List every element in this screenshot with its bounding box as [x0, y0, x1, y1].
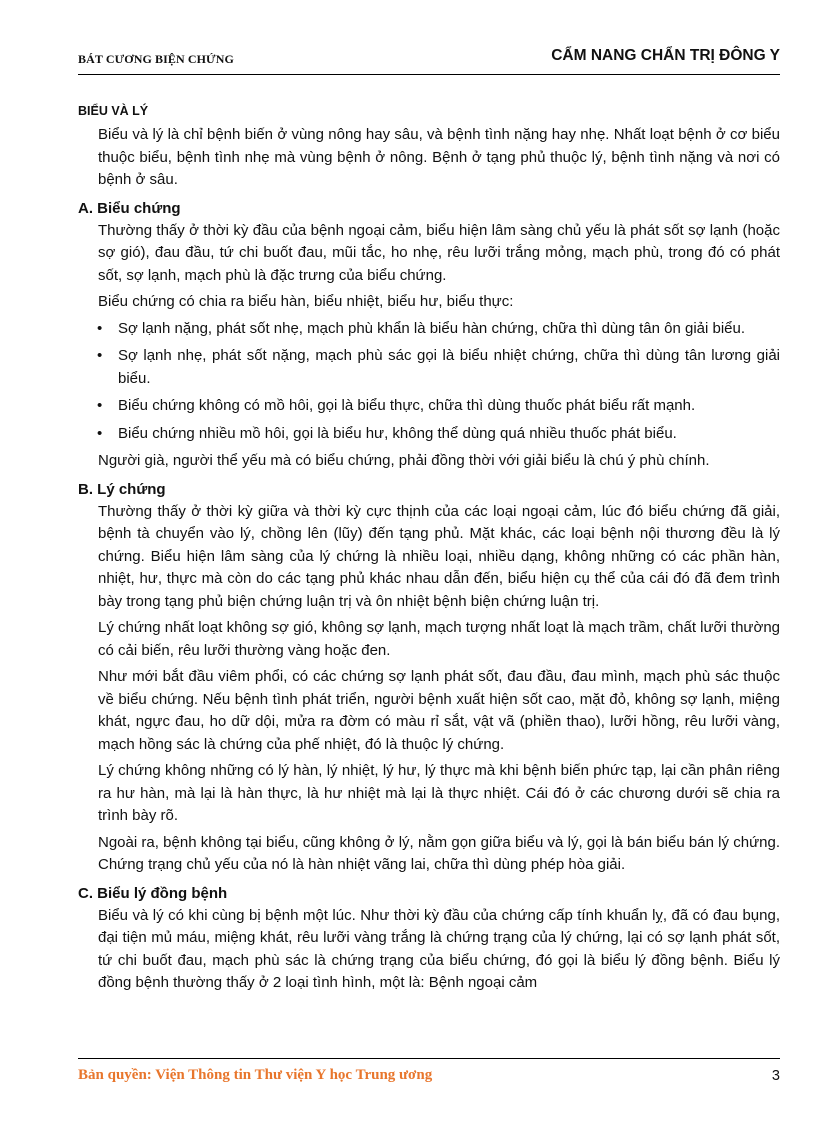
page-body — [78, 104, 780, 999]
list-item — [97, 423, 780, 446]
page-number: 3 — [771, 1068, 780, 1084]
list-item — [97, 395, 780, 418]
bullet-icon: • — [97, 347, 103, 364]
section-b-paragraph-4: Lý chứng không những có lý hàn, lý nhiệt, lý hư, lý thực mà khi bệnh biến phức tạp, lại cần phân riêng ra hư hàn, mà lại là hàn thực, là hư nhiệt mà lại là thực nhiệt. Cái đó ở các chương dưới sẽ chia ra trình bày rõ. — [98, 762, 780, 824]
list-item-text: Biểu chứng nhiều mồ hôi, gọi là biểu hư, không thể dùng quá nhiều thuốc phát biểu. — [118, 424, 677, 442]
bullet-icon: • — [97, 319, 103, 337]
list-item — [97, 318, 780, 341]
section-c-paragraph-1: Biểu và lý có khi cùng bị bệnh một lúc. Như thời kỳ đầu của chứng cấp tính khuẩn lỵ, đã có đau bụng, đại tiện mủ máu, miệng khát, rêu lưỡi vàng trắng là chứng trạng của lý chứng, lại có sợ lạnh phát sốt, tứ chi buốt đau, mạch phù sác là chứng trạng của biểu chứng, đó gọi là biểu lý đồng bệnh. Biểu lý đồng bệnh thường thấy ở 2 loại tình hình, một là: Bệnh ngoại cảm — [98, 906, 780, 991]
page-header — [78, 40, 780, 75]
section-b-heading: B. Lý chứng — [78, 480, 166, 498]
bullet-icon: • — [97, 424, 103, 442]
list-item-text: Sợ lạnh nặng, phát sốt nhẹ, mạch phù khẩn là biểu hàn chứng, chữa thì dùng tân ôn giải biểu. — [118, 319, 746, 337]
list-item — [97, 345, 780, 390]
section-b-paragraph-1: Thường thấy ở thời kỳ giữa và thời kỳ cực thịnh của các loại ngoại cảm, lúc đó biểu chứng đã giải, bệnh tà chuyển vào lý, chồng lên (lũy) đến tạng phủ. Mặt khác, các loại bệnh nội thương đều là lý chứng. Biểu hiện lâm sàng của lý chứng là nhiều loại, nhiều dạng, không những có các phần hàn, nhiệt, hư, thực mà còn do các tạng phủ khác nhau dẫn đến, biểu hiện cụ thể của cái đó đã đem trình bày trong tạng phủ biện chứng luận trị và ôn nhiệt bệnh biện chứng luận trị. — [98, 502, 780, 610]
section-c-heading: C. Biểu lý đồng bệnh — [78, 884, 228, 902]
section-a-heading: A. Biểu chứng — [78, 199, 181, 217]
section-a-paragraph-1: Thường thấy ở thời kỳ đầu của bệnh ngoại cảm, biểu hiện lâm sàng chủ yếu là phát sốt sợ lạnh (hoặc sợ gió), đau đầu, tứ chi buốt đau, mũi tắc, ho nhẹ, rêu lưỡi trắng mỏng, mạch phù, trong đó có phát sốt, sợ lạnh, mạch phù là đặc trưng của biểu chứng. — [98, 221, 780, 284]
section-a-paragraph-3: Người già, người thể yếu mà có biểu chứng, phải đồng thời với giải biểu là chú ý phù chính. — [98, 452, 710, 469]
header-chapter-title: BÁT CƯƠNG BIỆN CHỨNG — [78, 52, 234, 66]
list-item-text: Biểu chứng không có mồ hôi, gọi là biểu thực, chữa thì dùng thuốc phát biểu rất mạnh. — [118, 397, 696, 414]
section-a-paragraph-2: Biểu chứng có chia ra biểu hàn, biểu nhiệt, biểu hư, biểu thực: — [98, 293, 514, 310]
section-a-bullet-list — [78, 318, 780, 446]
bullet-icon: • — [97, 397, 103, 414]
section-b-paragraph-2: Lý chứng nhất loạt không sợ gió, không sợ lạnh, mạch tượng nhất loạt là mạch trầm, chất lưỡi thường có cải biến, rêu lưỡi thường vàng hoặc đen. — [98, 619, 780, 659]
section-b-paragraph-5: Ngoài ra, bệnh không tại biểu, cũng không ở lý, nằm gọn giữa biểu và lý, gọi là bán biểu bán lý chứng. Chứng trạng chủ yếu của nó là hàn nhiệt vãng lai, chữa thì dùng phép hòa giải. — [98, 833, 780, 873]
copyright-notice: Bản quyền: Viện Thông tin Thư viện Y học Trung ương — [78, 1067, 433, 1083]
header-book-title: CẨM NANG CHẨN TRỊ ĐÔNG Y — [551, 47, 780, 64]
page-footer — [78, 1058, 780, 1084]
section-b-paragraph-3: Như mới bắt đầu viêm phổi, có các chứng sợ lạnh phát sốt, đau đầu, đau mình, mạch phù sác thuộc về biểu chứng. Nếu bệnh tình phát triển, người bệnh xuất hiện sốt cao, mặt đỏ, không sợ lạnh, miệng khát, ngực đau, ho dữ dội, mửa ra đờm có màu rỉ sắt, vật vã (phiền thao), lưỡi hồng, rêu lưỡi vàng, mạch hồng sác là chứng của phế nhiệt, đó là thuộc lý chứng. — [98, 668, 780, 753]
intro-paragraph: Biểu và lý là chỉ bệnh biến ở vùng nông hay sâu, và bệnh tình nặng hay nhẹ. Nhất loạt bệnh ở cơ biểu thuộc biểu, bệnh tình nhẹ mà vùng bệnh ở nông. Bệnh ở tạng phủ thuộc lý, bệnh tình nặng và nơi có bệnh ở sâu. — [98, 126, 780, 188]
list-item-text: Sợ lạnh nhẹ, phát sốt nặng, mạch phù sác gọi là biểu nhiệt chứng, chữa thì dùng tân lương giải biểu. — [118, 347, 780, 387]
page-title: BIỂU VÀ LÝ — [78, 104, 149, 118]
